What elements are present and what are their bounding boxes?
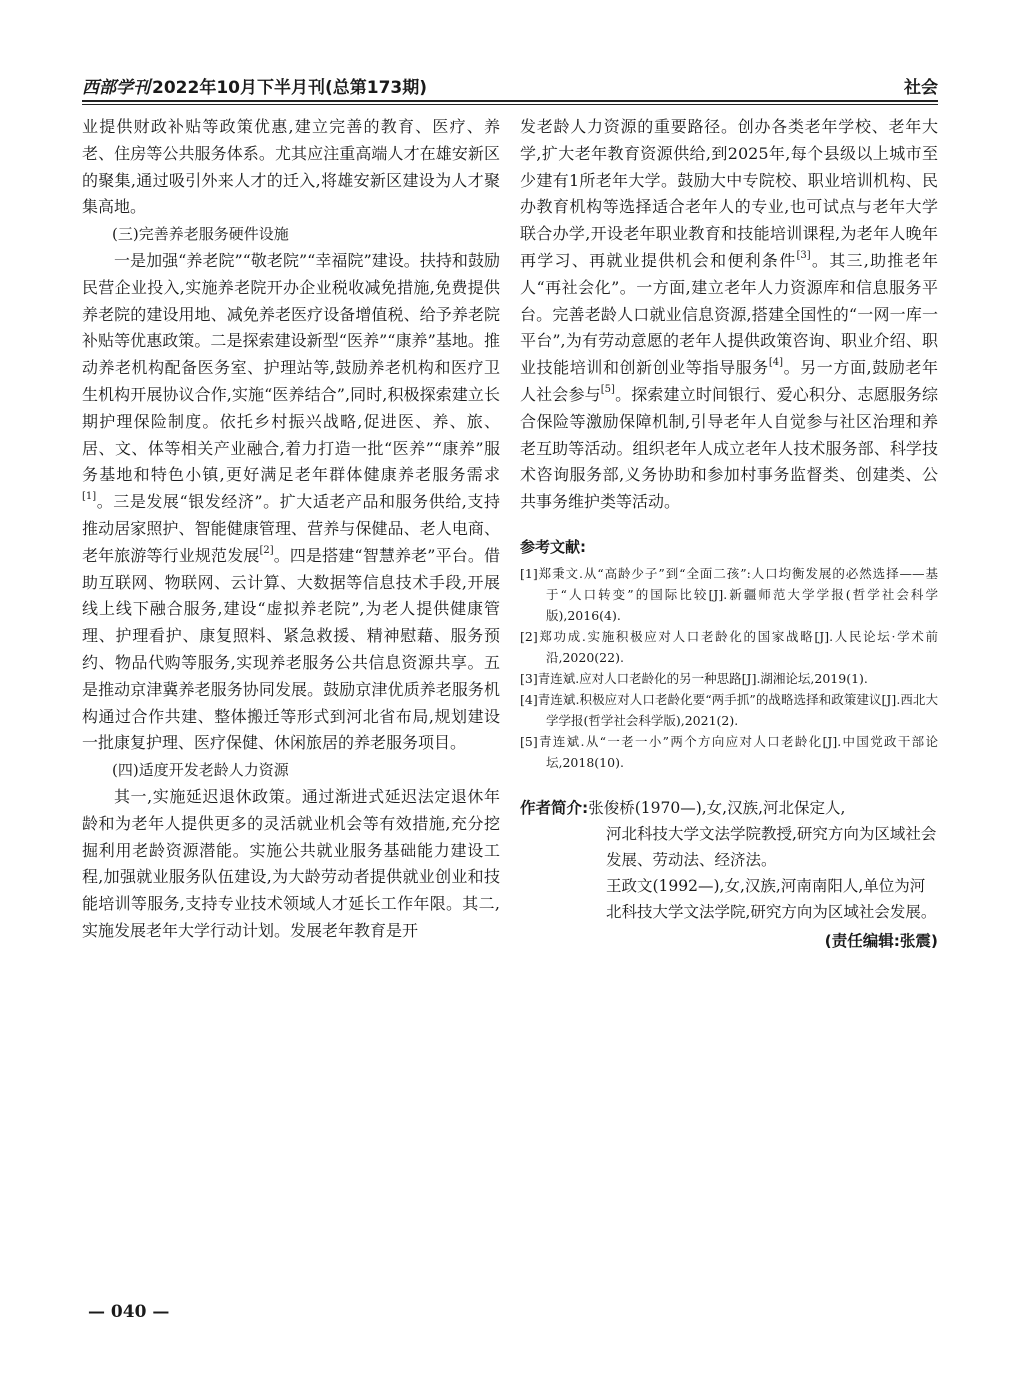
header-rule-thin <box>82 104 938 105</box>
paragraph: 其一,实施延迟退休政策。通过渐进式延迟法定退休年龄和为老年人提供更多的灵活就业机会等有效措施,充分挖掘利用老龄资源潜能。实施公共就业服务基础能力建设工程,加强就业服务队伍建设,为大龄劳动者提供就业创业和技能培训等服务,支持专业技术领域人才延长工作年限。其二,实施发展老年大学行动计划。发展老年教育是开 <box>82 786 500 940</box>
journal-title <box>82 73 427 98</box>
reference-item: [4]青连斌.积极应对人口老龄化要“两手抓”的战略选择和政策建议[J].西北大学学报(哲学社会科学版),2021(2). <box>520 691 938 728</box>
reference-item: [2]郑功成.实施积极应对人口老龄化的国家战略[J].人民论坛·学术前沿,2020(22). <box>520 628 938 665</box>
author-1-first-line: 作者简介:张俊桥(1970—),女,汉族,河北保定人, <box>520 798 846 817</box>
citation-5: [5] <box>600 383 615 395</box>
citation-3: [3] <box>796 249 811 261</box>
author-label: 作者简介: <box>520 798 589 817</box>
left-column <box>82 114 500 945</box>
paragraph: 发老龄人力资源的重要路径。创办各类老年学校、老年大学,扩大老年教育资源供给,到2025年,每个县级以上城市至少建有1所老年大学。鼓励大中专院校、职业培训机构、民办教育机构等选择适合老年人的专业,也可试点与老年大学联合办学,开设老年职业教育和技能培训课程,为老年人晚年再学习、再就业提供机会和便利条件[3]。其三,助推老年人“再社会化”。一方面,建立老年人力资源库和信息服务平台。完善老龄人口就业信息资源,搭建全国性的“一网一库一平台”,为有劳动意愿的老年人提供政策咨询、职业介绍、职业技能培训和创新创业等指导服务[4]。另一方面,鼓励老年人社会参与[5]。探索建立时间银行、爱心积分、志愿服务综合保险等激励保障机制,引导老年人自觉参与社区治理和养老互助等活动。组织老年人成立老年人技术服务部、科学技术咨询服务部,义务协助和参加村事务监督类、创建类、公共事务维护类等活动。 <box>520 117 938 512</box>
author-2: 王政文(1992—),女,汉族,河南南阳人,单位为河北科技大学文法学院,研究方向为区域社会发展。 <box>606 876 937 921</box>
citation-1: [1] <box>82 491 97 503</box>
citation-2: [2] <box>259 544 274 556</box>
section-label: 社会 <box>904 78 938 98</box>
author-info <box>520 795 938 925</box>
reference-item: [5]青连斌.从“一老一小”两个方向应对人口老龄化[J].中国党政干部论坛,2018(10). <box>520 733 938 770</box>
right-column <box>520 114 938 951</box>
reference-item: [3]青连斌.应对人口老龄化的另一种思路[J].湖湘论坛,2019(1). <box>520 670 868 686</box>
journal-logo: 西部学刊 <box>82 78 150 98</box>
header-rule-thick <box>82 100 938 102</box>
paragraph: 一是加强“养老院”“敬老院”“幸福院”建设。扶持和鼓励民营企业投入,实施养老院开办企业税收减免措施,免费提供养老院的建设用地、减免养老医疗设备增值税、给予养老院补贴等优惠政策。二是探索建设新型“医养”“康养”基地。推动养老机构配备医务室、护理站等,鼓励养老机构和医疗卫生机构开展协议合作,实施“医养结合”,同时,积极探索建立长期护理保险制度。依托乡村振兴战略,促进医、养、旅、居、文、体等相关产业融合,着力打造一批“医养”“康养”服务基地和特色小镇,更好满足老年群体健康养老服务需求[1]。三是发展“银发经济”。扩大适老产品和服务供给,支持推动居家照护、智能健康管理、营养与保健品、老人电商、老年旅游等行业规范发展[2]。四是搭建“智慧养老”平台。借助互联网、物联网、云计算、大数据等信息技术手段,开展线上线下融合服务,建设“虚拟养老院”,为老人提供健康管理、护理看护、康复照料、紧急救援、精神慰藉、服务预约、物品代购等服务,实现养老服务公共信息资源共享。五是推动京津冀养老服务协同发展。鼓励京津优质养老服务机构通过合作共建、整体搬迁等形式到河北省布局,规划建设一批康复护理、医疗保健、休闲旅居的养老服务项目。 <box>82 250 500 753</box>
page-header <box>82 71 938 101</box>
section-heading-3: (三)完善养老服务硬件设施 <box>112 225 289 244</box>
paragraph: 业提供财政补贴等政策优惠,建立完善的教育、医疗、养老、住房等公共服务体系。尤其应注重高端人才在雄安新区的聚集,通过吸引外来人才的迁入,将雄安新区建设为人才聚集高地。 <box>82 117 500 217</box>
journal-issue: 2022年10月下半月刊(总第173期) <box>152 78 427 98</box>
responsible-editor: (责任编辑:张震) <box>824 931 938 950</box>
citation-4: [4] <box>768 357 784 369</box>
references-list <box>520 563 938 773</box>
section-heading-4: (四)适度开发老龄人力资源 <box>112 761 289 780</box>
reference-item: [1]郑秉文.从“高龄少子”到“全面二孩”:人口均衡发展的必然选择——基于“人口转变”的国际比较[J].新疆师范大学学报(哲学社会科学版),2016(4). <box>520 565 938 623</box>
references-title: 参考文献: <box>520 537 586 556</box>
page-number: — 040 — <box>88 1302 170 1322</box>
author-1-rest: 河北科技大学文法学院教授,研究方向为区域社会发展、劳动法、经济法。 <box>606 824 937 869</box>
